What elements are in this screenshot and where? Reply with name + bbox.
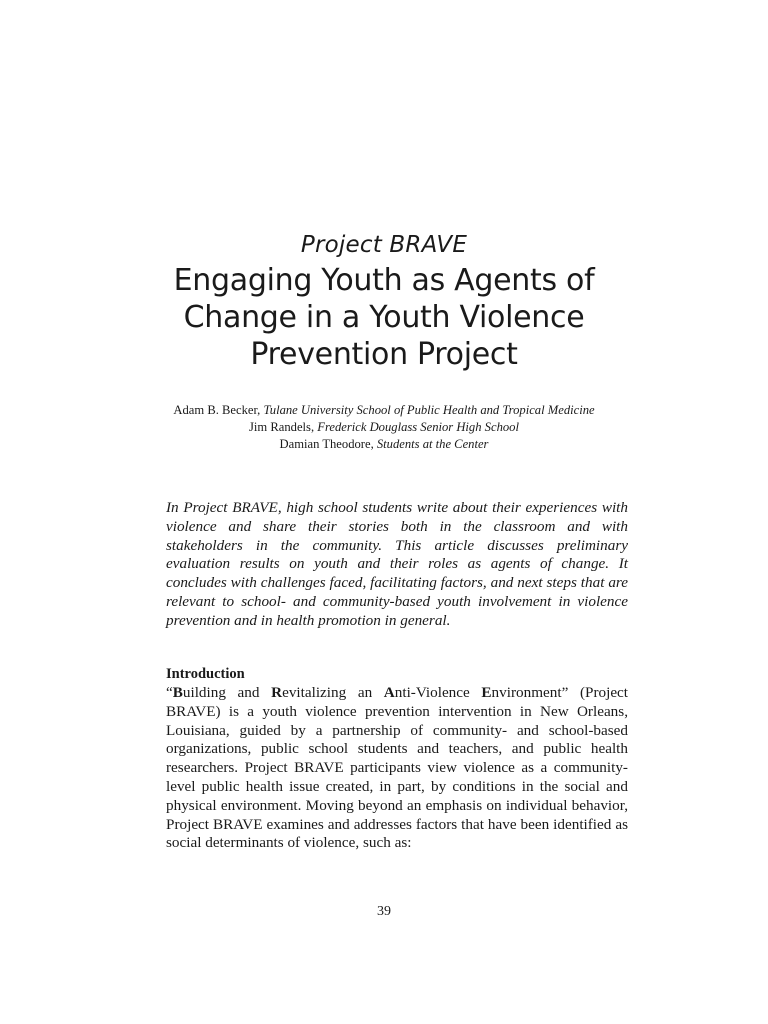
acronym-letter: E: [481, 684, 492, 701]
abstract: In Project BRAVE, high school students write about their experiences with violence and share their stories both in the classroom and with stakeholders in the community. This article discusses preliminary evaluation results on youth and their roles as agents of change. It concludes with challenges faced, facilitating factors, and next steps that are relevant to school- and community-based youth involvement in violence prevention and in health promotion in general.: [166, 499, 628, 629]
page-number: 39: [377, 904, 391, 919]
author-name: Jim Randels,: [249, 420, 318, 434]
project-kicker: Project BRAVE: [300, 232, 468, 258]
section-heading-introduction: Introduction: [166, 666, 245, 682]
author-line: [100, 402, 668, 419]
author-line: [100, 419, 668, 436]
acronym-letter: R: [271, 684, 283, 701]
acronym-word-rest: evitalizing an: [282, 684, 384, 701]
paragraph-text: (Project BRAVE) is a youth violence prevention intervention in New Orleans, Louisiana, guided by a partnership of community- and school-based organizations, public school students and teachers, and public health researchers. Project BRAVE participants view violence as a community-level public health issue created, in part, by conditions in the social and physical environment. Moving beyond an emphasis on individual behavior, Project BRAVE examines and addresses factors that have been identified as social determinants of violence, such as:: [166, 684, 629, 852]
acronym-letter: B: [172, 684, 183, 701]
acronym-word-rest: nti-Violence: [394, 684, 482, 701]
author-name: Adam B. Becker,: [173, 403, 264, 417]
author-list: [100, 402, 668, 453]
acronym-letter: A: [383, 684, 395, 701]
author-affiliation: Students at the Center: [376, 437, 489, 451]
author-name: Damian Theodore,: [279, 437, 377, 451]
article-title: Engaging Youth as Agents of Change in a Youth Violence Prevention Project: [173, 263, 595, 372]
author-line: [100, 436, 668, 453]
author-affiliation: Tulane University School of Public Health and Tropical Medicine: [263, 403, 595, 417]
author-affiliation: Frederick Douglass Senior High School: [317, 420, 519, 434]
acronym-word-rest: nvironment”: [491, 684, 569, 701]
introduction-paragraph: [166, 684, 628, 853]
acronym-open-quote: “: [166, 684, 173, 701]
acronym-word-rest: uilding and: [182, 684, 272, 701]
